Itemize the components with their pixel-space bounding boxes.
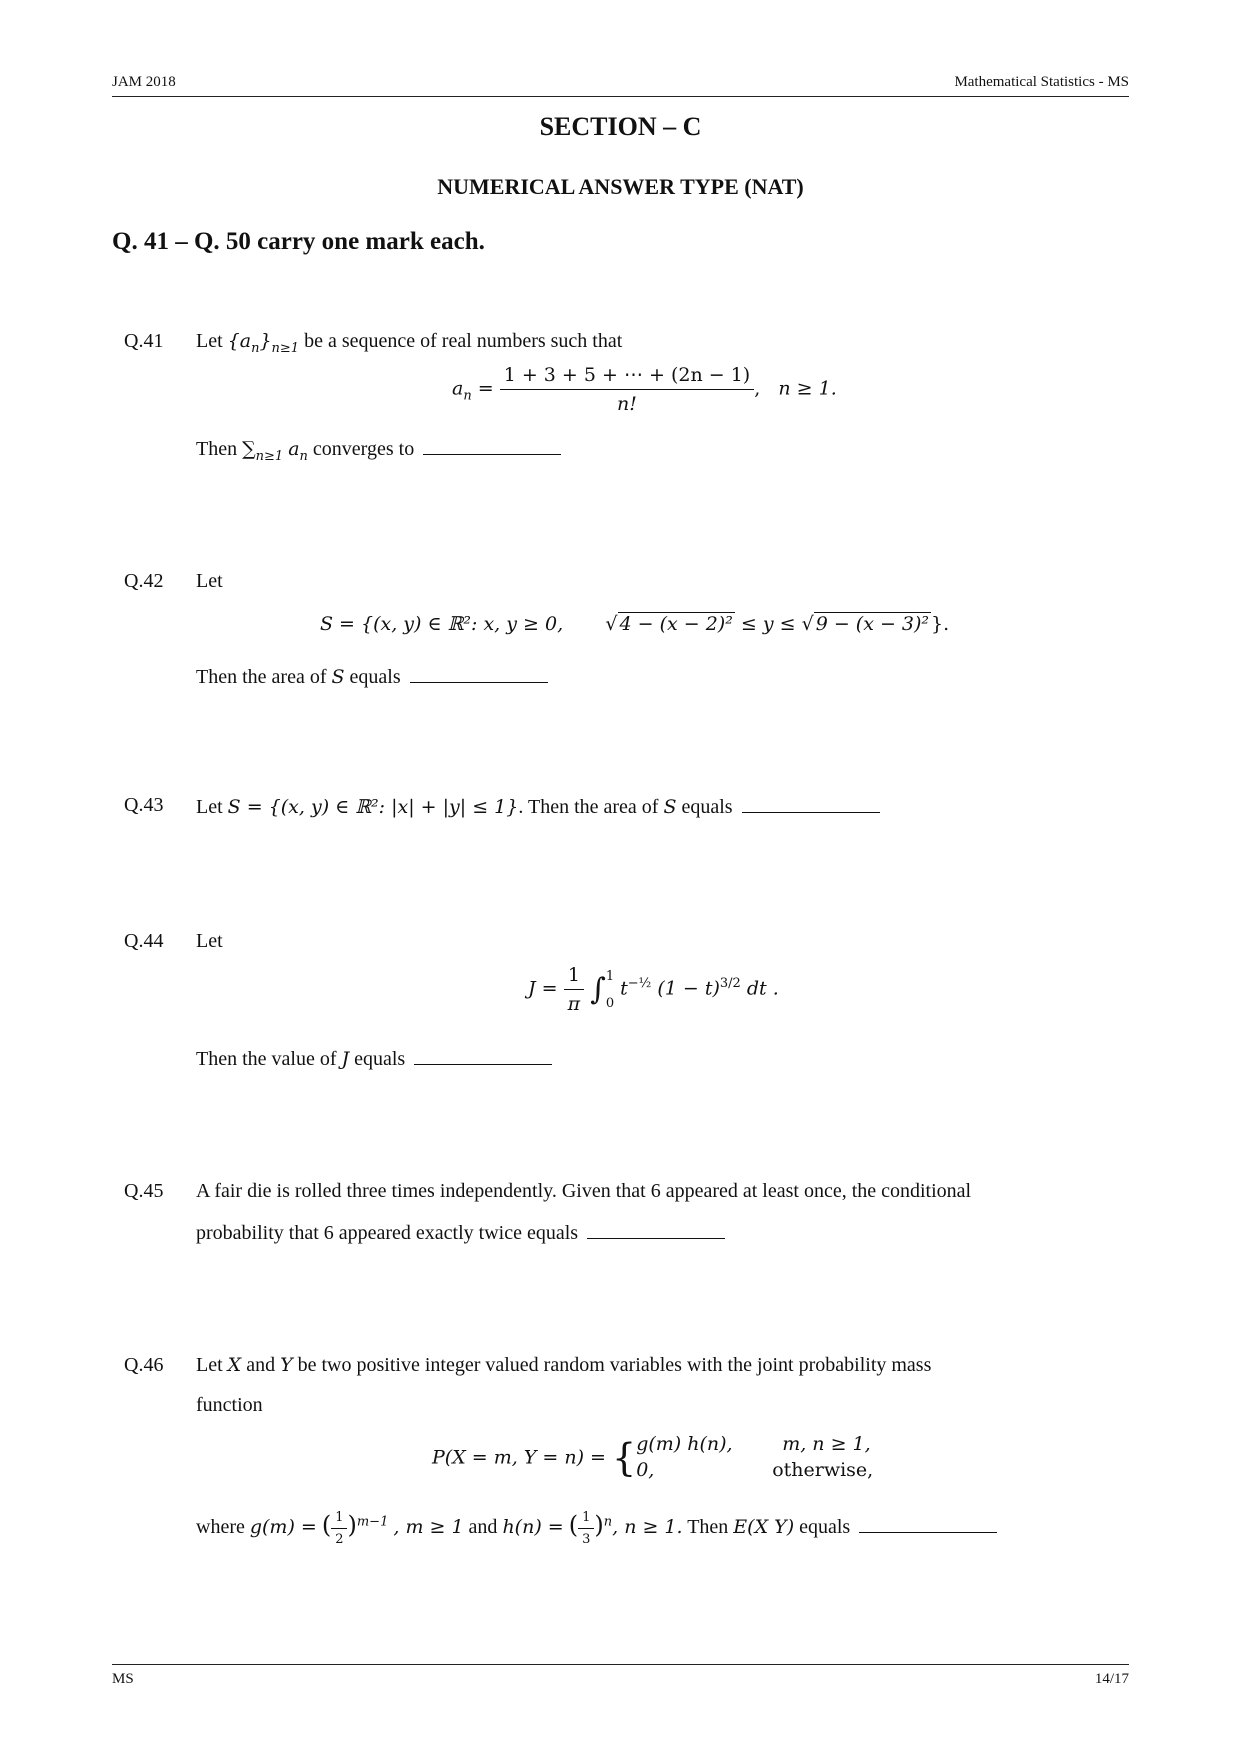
question-43-text <box>196 794 880 819</box>
eq-numerator: 1 + 3 + 5 + ⋯ + (2n − 1) <box>503 364 751 386</box>
question-42-prompt <box>196 664 548 689</box>
eq-body: t <box>620 977 628 1000</box>
then-prefix: Then the area of <box>196 666 327 688</box>
eq-lhs: J = <box>528 977 558 1000</box>
g-base-den: 2 <box>331 1528 347 1547</box>
eq-lhs-sub: n <box>463 388 472 404</box>
question-number: Q.46 <box>124 1354 164 1376</box>
g-base-num: 1 <box>335 1510 344 1525</box>
line-1-pre: Let <box>196 1354 223 1376</box>
header-paper-label: Mathematical Statistics - MS <box>954 74 1129 90</box>
var-s: S <box>663 796 677 818</box>
eq-set: S = {(x, y) ∈ ℝ²: x, y ≥ 0, <box>320 613 564 635</box>
integral-lower: 0 <box>605 995 615 1011</box>
h-base-den: 3 <box>578 1528 594 1547</box>
answer-blank[interactable] <box>423 436 561 455</box>
question-number: Q.41 <box>124 330 164 352</box>
line-1-post: be two positive integer valued random variables with the joint probability mass <box>297 1354 932 1376</box>
line-2-text: probability that 6 appeared exactly twice equals <box>196 1222 579 1244</box>
question-number: Q.43 <box>124 794 164 816</box>
question-number: Q.45 <box>124 1180 164 1202</box>
text-post: equals <box>681 796 733 818</box>
answer-blank[interactable] <box>414 1046 552 1065</box>
question-41-intro: Let $\{a_n\}_{n\ge 1}$ be a sequence of real numbers such that <box>196 330 623 356</box>
eq-fraction <box>500 364 755 415</box>
then-prefix: Then <box>196 438 238 460</box>
seq-close: } <box>259 330 272 352</box>
question-44-prompt <box>196 1046 552 1071</box>
then-var: S <box>331 666 345 688</box>
var-x: X <box>227 1354 242 1376</box>
where-text: where <box>196 1516 245 1539</box>
h-base <box>578 1510 594 1547</box>
question-46-line-2: function <box>196 1394 263 1416</box>
page-number: 14/17 <box>1094 1671 1129 1687</box>
marks-note: Q. 41 – Q. 50 carry one mark each. <box>112 228 485 255</box>
expectation: E(X Y) <box>733 1516 795 1539</box>
seq-sub: n <box>251 340 260 356</box>
page-footer <box>112 1664 1129 1689</box>
h-exp: n <box>603 1514 613 1530</box>
then-prefix: Then the value of <box>196 1048 337 1070</box>
answer-blank[interactable] <box>859 1514 997 1533</box>
question-46-equation: P(X = m, Y = n) = { g(m) h(n), m, n ≥ 1, 0, otherwise, <box>432 1432 873 1483</box>
case-2-cond: otherwise, <box>772 1458 874 1481</box>
integral-sign: ∫ <box>590 972 606 1007</box>
question-41-equation: $a_n$ = $\frac{1 + 3 + 5 + \cdots + (2n - 1)}{n!}$ , n ≥ 1. <box>452 364 837 415</box>
seq-index: n≥1 <box>271 340 300 356</box>
question-45-line-1: A fair die is rolled three times independently. Given that 6 appeared at least once, the conditional <box>196 1180 972 1202</box>
answer-blank[interactable] <box>742 794 880 813</box>
g-exp: m−1 <box>356 1514 389 1530</box>
sum-term-sub: n <box>299 449 308 464</box>
g-cond: , m ≥ 1 <box>393 1516 464 1539</box>
page-header <box>112 74 1129 97</box>
eq-fraction <box>564 964 585 1015</box>
eq-root-1: 4 − (x − 2)² <box>619 613 733 635</box>
then-text: Then <box>687 1516 729 1539</box>
eq-exp-2: 3/2 <box>719 976 741 992</box>
header-exam-label: JAM 2018 <box>112 74 176 90</box>
line-1-and: and <box>246 1354 276 1376</box>
eq-root-2: 9 − (x − 3)² <box>815 613 930 635</box>
intro-text: be a sequence of real numbers such that <box>304 330 623 352</box>
eq-lhs: P(X = m, Y = n) = <box>432 1446 606 1469</box>
question-46-line-1 <box>196 1354 931 1377</box>
sum-symbol: ∑ <box>242 438 256 460</box>
question-41-prompt <box>196 436 561 464</box>
eq-dt: dt . <box>746 977 779 1000</box>
h-cond: , n ≥ 1. <box>612 1516 683 1539</box>
section-subtitle: NUMERICAL ANSWER TYPE (NAT) <box>437 174 804 199</box>
equals-text: equals <box>799 1516 851 1539</box>
case-1-expr: g(m) h(n), <box>636 1433 733 1455</box>
sum-term: a <box>288 438 300 460</box>
case-1-cond: m, n ≥ 1, <box>782 1433 871 1455</box>
eq-numerator: 1 <box>567 964 580 986</box>
eq-mid: ≤ y ≤ <box>740 613 796 635</box>
answer-blank[interactable] <box>410 664 548 683</box>
question-number: Q.42 <box>124 570 164 592</box>
g-base <box>331 1510 347 1547</box>
question-45-line-2 <box>196 1220 725 1245</box>
case-2-expr: 0, <box>636 1458 655 1481</box>
question-44-intro: Let <box>196 930 223 952</box>
section-title: SECTION – C <box>539 112 702 141</box>
question-42-intro: Let <box>196 570 223 592</box>
integral-upper: 1 <box>605 968 615 984</box>
seq-symbol: {a <box>227 330 252 352</box>
then-suffix: equals <box>349 666 401 688</box>
then-var: J <box>341 1048 350 1070</box>
answer-blank[interactable] <box>587 1220 725 1239</box>
set-definition: S = {(x, y) ∈ ℝ²: |x| + |y| ≤ 1} <box>227 796 519 818</box>
eq-lhs: a <box>452 377 464 400</box>
question-44-equation <box>528 964 779 1015</box>
question-number: Q.44 <box>124 930 164 952</box>
h-def: h(n) = <box>502 1516 564 1539</box>
and-text: and <box>468 1516 498 1539</box>
h-base-num: 1 <box>582 1510 591 1525</box>
question-42-equation: S = {(x, y) ∈ ℝ²: x, y ≥ 0, √ 4 − (x − 2)² ≤ y ≤ √ 9 − (x − 3)² }. <box>320 613 950 635</box>
eq-denominator: π <box>564 989 585 1015</box>
text-pre: Let <box>196 796 223 818</box>
then-suffix: converges to <box>312 438 415 460</box>
eq-body-2: (1 − t) <box>657 977 720 1000</box>
g-def: g(m) = <box>249 1516 317 1539</box>
then-suffix: equals <box>354 1048 406 1070</box>
eq-end: }. <box>931 613 950 635</box>
question-46-prompt: where g(m) = ( $\frac{1}{2}$ )$^{m-1}$ , m ≥ 1 and h(n) = ( $\frac{1}{3}$ )$^n$, n ≥ 1. Then E(X Y) equals <box>196 1510 997 1547</box>
footer-paper-code: MS <box>112 1671 134 1687</box>
text-mid: . Then the area of <box>518 796 659 818</box>
eq-denominator: n! <box>500 389 755 415</box>
eq-exp-1: −½ <box>627 976 652 992</box>
var-y: Y <box>280 1354 293 1376</box>
eq-condition: n ≥ 1. <box>778 377 837 400</box>
sum-index: n≥1 <box>255 449 284 464</box>
